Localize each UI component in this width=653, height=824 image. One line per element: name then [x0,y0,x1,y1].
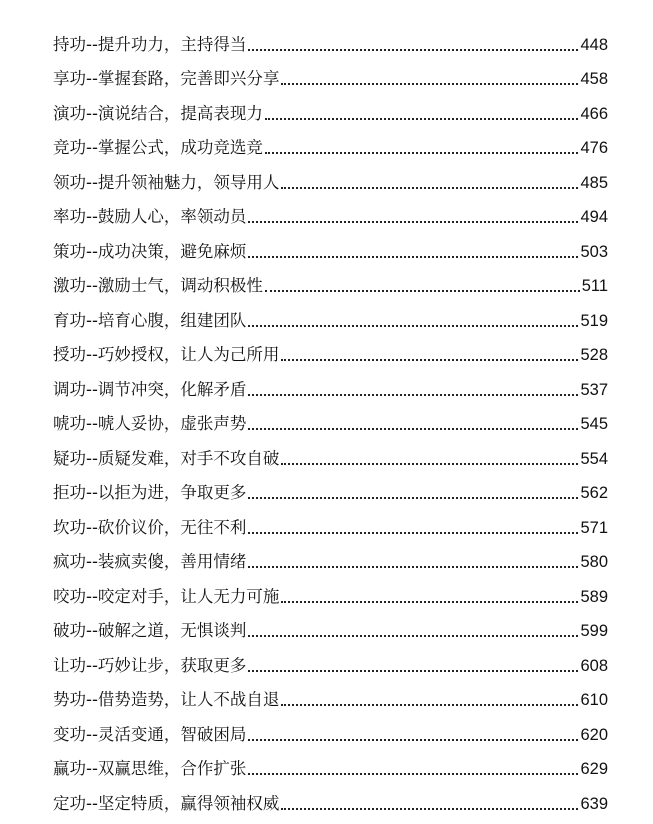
toc-entry-page-number: 554 [580,449,608,468]
toc-entry-title: 率功--鼓励人心，率领动员 [53,207,247,226]
toc-entry-title: 拒功--以拒为进，争取更多 [53,483,247,502]
toc-entry-page-number: 599 [580,622,608,640]
toc-entry-page-number: 466 [580,104,608,123]
toc-entry-title: 演功--演说结合，提高表现力 [53,103,263,123]
dot-leader [281,359,578,361]
toc-entry[interactable] [53,400,608,435]
dot-leader [281,808,578,810]
toc-entry-title: 疯功--装疯卖傻，善用情绪 [53,552,247,571]
toc-entry-page-number: 494 [580,208,608,226]
toc-entry[interactable] [53,55,608,90]
toc-entry[interactable] [53,503,608,538]
dot-leader [248,394,578,396]
toc-entry-page-number: 608 [580,656,608,675]
toc-entry[interactable] [53,296,608,331]
toc-entry[interactable] [53,572,608,607]
dot-leader [248,635,578,637]
dot-leader [265,118,579,120]
toc-entry-title: 坎功--砍价议价，无往不利 [53,517,247,537]
dot-leader [265,152,579,154]
toc-entry[interactable] [53,89,608,124]
toc-entry-page-number: 629 [580,760,608,778]
toc-entry[interactable] [53,227,608,262]
dot-leader [281,601,578,603]
toc-entry-page-number: 503 [580,242,608,261]
toc-entry-title: 变功--灵活变通，智破困局 [53,724,247,744]
toc-entry[interactable] [53,193,608,228]
dot-leader [248,256,578,258]
toc-entry-title: 咬功--咬定对手，让人无力可施 [53,586,280,606]
toc-entry[interactable] [53,710,608,745]
dot-leader [265,290,580,292]
toc-entry-title: 赢功--双赢思维，合作扩张 [53,759,247,778]
toc-entry[interactable] [53,676,608,711]
dot-leader [248,566,578,568]
toc-entry-title: 竞功--掌握公式，成功竞选竞 [53,138,263,157]
toc-entry[interactable] [53,331,608,366]
toc-entry[interactable] [53,538,608,573]
toc-entry-page-number: 528 [580,346,608,364]
toc-entry-page-number: 620 [580,725,608,744]
toc-entry-page-number: 610 [580,691,608,709]
toc-entry-title: 策功--成功决策，避免麻烦 [53,241,247,261]
toc-entry-title: 唬功--唬人妥协，虚张声势 [53,414,247,433]
toc-entry-title: 育功--培育心腹，组建团队 [53,310,247,330]
toc-entry-page-number: 511 [581,277,608,295]
toc-entry-title: 让功--巧妙让步，获取更多 [53,655,247,675]
toc-entry-title: 领功--提升领袖魅力，领导用人 [53,172,280,192]
toc-entry[interactable] [53,779,608,814]
toc-entry-page-number: 519 [580,311,608,330]
dot-leader [248,497,578,499]
toc-entry[interactable] [53,262,608,297]
toc-entry-title: 授功--巧妙授权，让人为己所用 [53,345,280,364]
toc-entry[interactable] [53,641,608,676]
dot-leader [248,221,578,223]
toc-entry-page-number: 448 [580,35,608,54]
toc-entry[interactable] [53,158,608,193]
toc-entry-page-number: 639 [580,794,608,813]
dot-leader [281,704,578,706]
toc-entry-page-number: 476 [580,139,608,157]
toc-entry[interactable] [53,607,608,642]
toc-entry[interactable] [53,745,608,780]
toc-entry[interactable] [53,20,608,55]
toc-entry-page-number: 562 [580,484,608,502]
dot-leader [248,428,578,430]
toc-entry-title: 激功--激励士气，调动积极性 [53,276,263,295]
toc-entry-title: 调功--调节冲突，化解矛盾 [53,379,247,399]
toc-entry-title: 定功--坚定特质，赢得领袖权威 [53,793,280,813]
toc-entry-page-number: 580 [580,553,608,571]
dot-leader [248,532,578,534]
toc-entry-page-number: 571 [580,518,608,537]
dot-leader [281,187,578,189]
toc-entry-page-number: 485 [580,173,608,192]
toc-entry-title: 疑功--质疑发难，对手不攻自破 [53,448,280,468]
dot-leader [248,325,578,327]
toc-entry-title: 破功--破解之道，无惧谈判 [53,621,247,640]
table-of-contents [53,20,608,814]
toc-entry-page-number: 458 [580,70,608,88]
toc-entry[interactable] [53,124,608,159]
toc-entry-page-number: 537 [580,380,608,399]
toc-entry-title: 享功--掌握套路，完善即兴分享 [53,69,280,88]
toc-entry[interactable] [53,365,608,400]
dot-leader [248,773,578,775]
dot-leader [248,670,578,672]
dot-leader [281,463,578,465]
toc-entry-page-number: 589 [580,587,608,606]
toc-entry-title: 势功--借势造势，让人不战自退 [53,690,280,709]
toc-entry-title: 持功--提升功力，主持得当 [53,34,247,54]
toc-entry[interactable] [53,434,608,469]
toc-entry-page-number: 545 [580,415,608,433]
dot-leader [248,739,578,741]
toc-entry[interactable] [53,469,608,504]
dot-leader [248,49,578,51]
dot-leader [281,83,578,85]
